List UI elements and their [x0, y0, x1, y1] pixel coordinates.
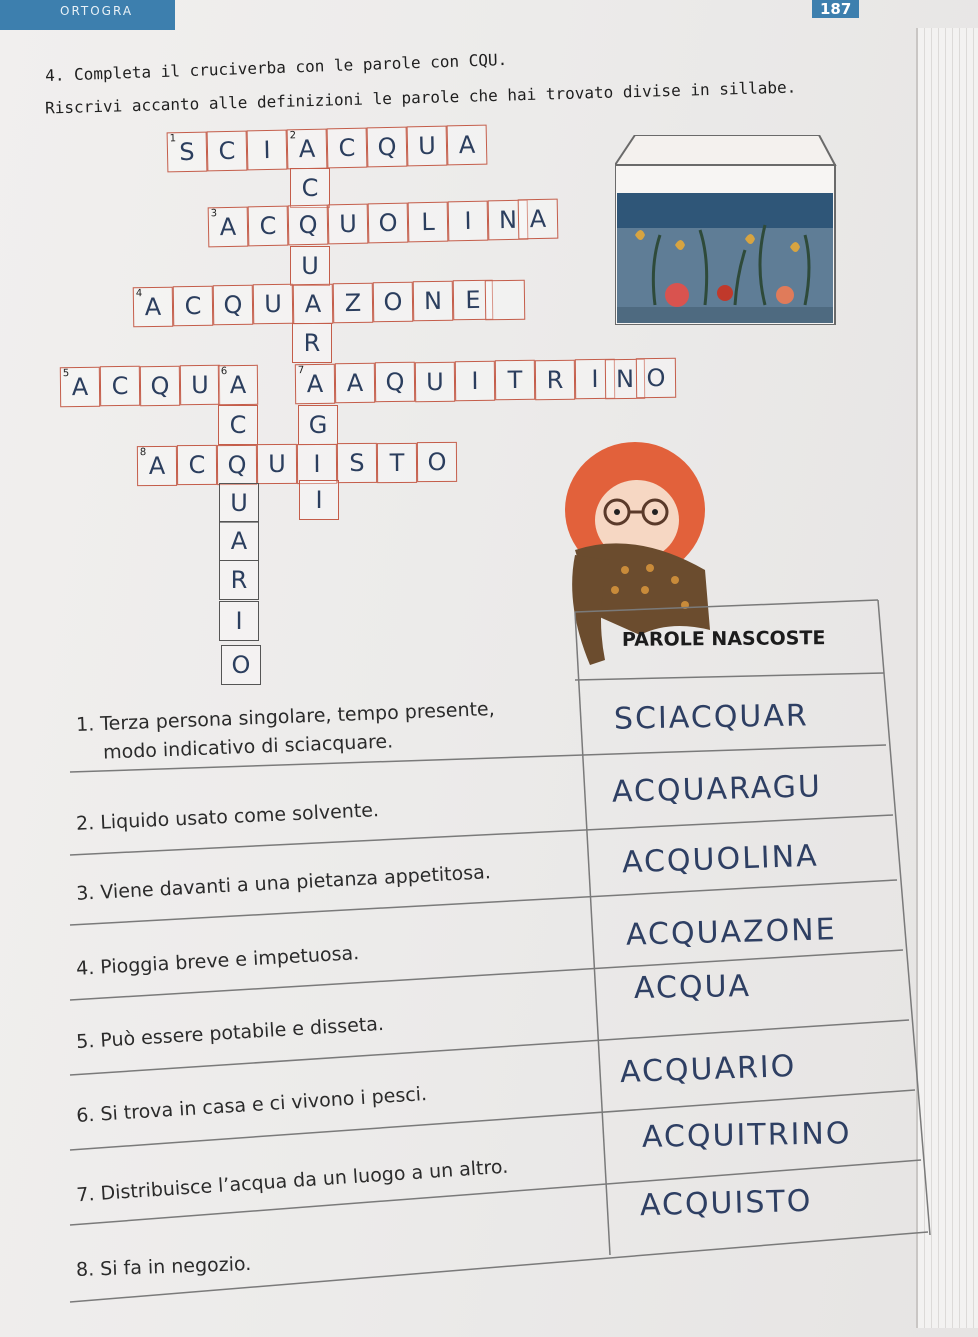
- crossword-cell[interactable]: [485, 280, 526, 321]
- crossword-cell[interactable]: [447, 125, 488, 166]
- cell-letter: O: [646, 363, 666, 393]
- clue-number: 4: [135, 288, 143, 300]
- hidden-words-heading: PAROLE NASCOSTE: [621, 627, 826, 651]
- cell-letter: O: [427, 447, 447, 477]
- answer-6[interactable]: ACQUARIO: [619, 1048, 797, 1091]
- crossword-cell[interactable]: [295, 364, 335, 404]
- answer-8[interactable]: ACQUISTO: [639, 1183, 813, 1224]
- crossword-cell[interactable]: [327, 128, 368, 169]
- cell-letter: G: [308, 411, 328, 439]
- crossword-cell[interactable]: [290, 168, 330, 208]
- crossword-cell[interactable]: [167, 132, 208, 173]
- crossword-cell[interactable]: [288, 205, 329, 246]
- crossword-cell[interactable]: [180, 365, 220, 405]
- cell-letter: U: [230, 489, 248, 517]
- crossword-cell[interactable]: [413, 281, 454, 322]
- crossword-cell[interactable]: [221, 645, 261, 685]
- answer-7[interactable]: ACQUITRINO: [641, 1116, 852, 1155]
- cell-letter: C: [188, 450, 206, 480]
- crossword-cell[interactable]: [535, 360, 575, 400]
- definition-7: 7. Distribuisce l’acqua da un luogo a un altro.: [75, 1155, 509, 1207]
- clue-number: 2: [289, 130, 297, 142]
- cell-letter: N: [615, 364, 635, 394]
- clue-number: 1: [169, 133, 177, 145]
- cell-letter: A: [298, 134, 316, 164]
- clue-number: 6: [220, 366, 228, 378]
- crossword-cell[interactable]: [253, 284, 294, 325]
- crossword-cell[interactable]: [287, 129, 328, 170]
- crossword-cell[interactable]: [218, 405, 258, 445]
- crossword-cell[interactable]: [373, 282, 414, 323]
- crossword-cell[interactable]: [137, 446, 177, 486]
- cell-letter: O: [383, 287, 403, 317]
- cell-letter: A: [219, 212, 237, 242]
- crossword-cell[interactable]: [297, 444, 337, 484]
- crossword-cell[interactable]: [328, 204, 369, 245]
- definition-1-line-1: 1. Terza persona singolare, tempo presente,: [75, 697, 496, 737]
- cell-letter: R: [303, 329, 321, 357]
- crossword-cell[interactable]: [207, 131, 248, 172]
- cell-letter: C: [301, 174, 319, 202]
- answer-3[interactable]: ACQUOLINA: [621, 838, 820, 881]
- cell-letter: A: [229, 370, 247, 400]
- cell-letter: A: [304, 289, 322, 319]
- crossword-cell[interactable]: [407, 126, 448, 167]
- cell-letter: Q: [150, 371, 170, 401]
- cell-letter: I: [313, 449, 321, 479]
- cell-letter: I: [591, 364, 599, 394]
- crossword-cell[interactable]: [293, 284, 334, 325]
- cell-letter: C: [259, 211, 277, 241]
- crossword-cell[interactable]: [333, 283, 374, 324]
- cell-letter: I: [263, 135, 271, 165]
- cell-letter: A: [144, 292, 162, 322]
- cell-letter: U: [338, 209, 358, 239]
- cell-letter: A: [346, 368, 364, 398]
- cell-letter: Z: [344, 288, 362, 318]
- aquarium-illustration: [615, 135, 839, 325]
- cell-letter: C: [229, 411, 247, 439]
- cell-letter: S: [179, 137, 195, 167]
- crossword-cell[interactable]: [173, 286, 214, 327]
- definition-4: 4. Pioggia breve e impetuosa.: [75, 942, 360, 980]
- crossword-cell[interactable]: [247, 130, 288, 171]
- cell-letter: A: [306, 369, 324, 399]
- cell-letter: S: [349, 448, 365, 478]
- cell-letter: Q: [227, 450, 247, 480]
- crossword-cell[interactable]: [298, 405, 338, 445]
- cell-letter: E: [465, 285, 481, 315]
- cell-letter: O: [378, 208, 398, 238]
- cell-letter: Q: [377, 132, 397, 162]
- crossword-cell[interactable]: [257, 444, 297, 484]
- cell-letter: I: [315, 486, 323, 514]
- cell-letter: C: [218, 136, 236, 166]
- crossword-cell[interactable]: [408, 202, 449, 243]
- crossword-cell[interactable]: [368, 203, 409, 244]
- definition-8: 8. Si fa in negozio.: [75, 1252, 252, 1282]
- cell-letter: A: [148, 451, 166, 481]
- cell-letter: C: [184, 291, 202, 321]
- cell-letter: U: [417, 131, 437, 161]
- exercise-instruction: 4. Completa il cruciverba con le parole con CQU.: [44, 49, 508, 86]
- crossword-cell[interactable]: [292, 323, 332, 363]
- cell-letter: A: [230, 527, 248, 555]
- cell-letter: U: [426, 367, 444, 397]
- page-number: 187: [812, 0, 859, 18]
- answer-1[interactable]: SCIACQUAR: [613, 698, 810, 737]
- cell-letter: A: [529, 204, 547, 234]
- cell-letter: L: [421, 207, 435, 237]
- crossword-cell[interactable]: [219, 483, 259, 523]
- crossword-cell[interactable]: [377, 443, 417, 483]
- crossword-cell[interactable]: [367, 127, 408, 168]
- cell-letter: A: [458, 130, 476, 160]
- cell-letter: U: [268, 449, 286, 479]
- crossword-cell[interactable]: [636, 358, 676, 398]
- cell-letter: N: [423, 286, 443, 316]
- crossword-cell[interactable]: [133, 287, 174, 328]
- clue-number: 3: [210, 208, 218, 220]
- exercise-instruction-2: Riscrivi accanto alle definizioni le parole che hai trovato divise in sillabe.: [44, 77, 797, 118]
- clue-number: 8: [139, 447, 147, 459]
- crossword-cell[interactable]: [140, 366, 180, 406]
- crossword-cell[interactable]: [219, 521, 259, 561]
- crossword-cell[interactable]: [100, 366, 140, 406]
- cell-letter: U: [301, 252, 319, 280]
- crossword-cell[interactable]: [415, 362, 455, 402]
- cell-letter: Q: [385, 367, 405, 397]
- crossword-cell[interactable]: [213, 285, 254, 326]
- cell-letter: T: [507, 365, 523, 395]
- cell-letter: Q: [298, 210, 318, 240]
- clue-number: 7: [297, 365, 305, 377]
- cell-letter: I: [235, 607, 243, 635]
- crossword-cell[interactable]: [299, 480, 339, 520]
- cell-letter: U: [191, 370, 209, 400]
- cell-letter: C: [111, 371, 129, 401]
- answer-4[interactable]: ACQUAZONE: [625, 912, 838, 953]
- crossword-cell[interactable]: [335, 363, 375, 403]
- crossword-cell[interactable]: [417, 442, 457, 482]
- crossword-cell[interactable]: [518, 199, 559, 240]
- crossword-cell[interactable]: [448, 201, 489, 242]
- cell-letter: U: [264, 289, 282, 319]
- cell-letter: N: [498, 205, 518, 235]
- crossword-cell[interactable]: [290, 246, 330, 286]
- cell-letter: O: [231, 651, 251, 679]
- clue-number: 5: [62, 368, 70, 380]
- answer-5[interactable]: ACQUA: [633, 968, 752, 1007]
- cell-letter: C: [338, 133, 356, 163]
- definition-3: 3. Viene davanti a una pietanza appetitosa.: [75, 861, 492, 905]
- cell-letter: I: [471, 366, 479, 396]
- crossword-cell[interactable]: [217, 445, 257, 485]
- answer-2[interactable]: ACQUARAGU: [611, 769, 823, 810]
- definition-5: 5. Può essere potabile e disseta.: [75, 1012, 385, 1054]
- cell-letter: A: [71, 372, 89, 402]
- crossword-cell[interactable]: [495, 360, 535, 400]
- cell-letter: T: [389, 448, 405, 478]
- crossword-cell[interactable]: [208, 207, 249, 248]
- crossword-cell[interactable]: [218, 365, 258, 405]
- cell-letter: I: [464, 206, 472, 236]
- definition-6: 6. Si trova in casa e ci vivono i pesci.: [75, 1082, 428, 1128]
- crossword-cell[interactable]: [177, 445, 217, 485]
- cell-letter: R: [230, 566, 248, 594]
- crossword-cell[interactable]: [455, 361, 495, 401]
- definition-1-line-2: modo indicativo di sciacquare.: [102, 730, 394, 764]
- crossword-cell[interactable]: [60, 367, 100, 407]
- section-label: ORTOGRA: [60, 4, 134, 18]
- crossword-cell[interactable]: [219, 601, 259, 641]
- crossword-cell[interactable]: [337, 443, 377, 483]
- crossword-cell[interactable]: [219, 560, 259, 600]
- definition-2: 2. Liquido usato come solvente.: [75, 799, 380, 835]
- cell-letter: Q: [223, 290, 243, 320]
- crossword-cell[interactable]: [248, 206, 289, 247]
- crossword-cell[interactable]: [375, 362, 415, 402]
- cell-letter: R: [546, 365, 564, 395]
